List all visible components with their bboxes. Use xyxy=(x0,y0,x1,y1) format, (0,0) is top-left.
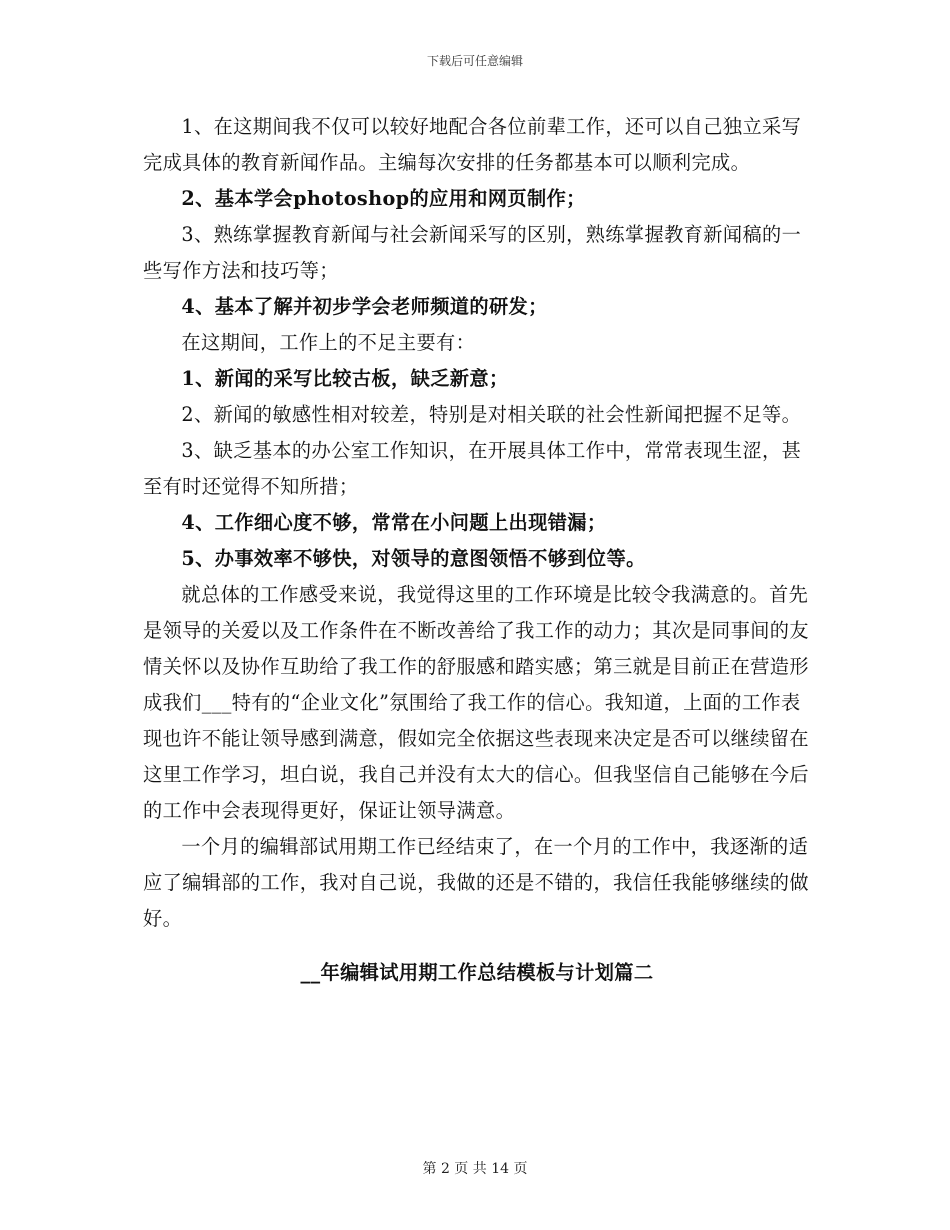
paragraph: 2、新闻的敏感性相对较差，特别是对相关联的社会性新闻把握不足等。 xyxy=(181,403,802,426)
paragraph: 2、基本学会photoshop的应用和网页制作； xyxy=(181,187,586,210)
page-number: 第 2 页 共 14 页 xyxy=(422,1161,528,1177)
paragraph: 4、基本了解并初步学会老师频道的研发； xyxy=(181,295,548,318)
paragraph: 1、在这期间我不仅可以较好地配合各位前辈工作，还可以自己独立采写完成具体的教育新闻作品。主编每次安排的任务都基本可以顺利完成。 xyxy=(143,115,802,174)
paragraph: 5、办事效率不够快，对领导的意图领悟不够到位等。 xyxy=(181,547,646,570)
paragraph: 1、新闻的采写比较古板，缺乏新意； xyxy=(181,367,509,390)
page-header: 下载后可任意编辑 xyxy=(426,54,523,68)
paragraph: 在这期间，工作上的不足主要有： xyxy=(181,331,476,354)
paragraph: 3、熟练掌握教育新闻与社会新闻采写的区别，熟练掌握教育新闻稿的一些写作方法和技巧等； xyxy=(143,223,802,282)
section-title: __年编辑试用期工作总结模板与计划篇二 xyxy=(300,961,654,984)
document-body xyxy=(143,109,811,991)
paragraph: 4、工作细心度不够，常常在小问题上出现错漏； xyxy=(181,511,607,534)
paragraph: 一个月的编辑部试用期工作已经结束了，在一个月的工作中，我逐渐的适应了编辑部的工作，我对自己说，我做的还是不错的，我信任我能够继续的做好。 xyxy=(143,835,809,930)
paragraph: 就总体的工作感受来说，我觉得这里的工作环境是比较令我满意的。首先是领导的关爱以及工作条件在不断改善给了我工作的动力；其次是同事间的友情关怀以及协作互助给了我工作的舒服感和踏实感；第三就是目前正在营造形成我们___特有的“企业文化”氛围给了我工作的信心。我知道，上面的工作表现也许不能让领导感到满意，假如完全依据这些表现来决定是否可以继续留在这里工作学习，坦白说，我自己并没有太大的信心。但我坚信自己能够在今后的工作中会表现得更好，保证让领导满意。 xyxy=(143,583,809,822)
paragraph: 3、缺乏基本的办公室工作知识，在开展具体工作中，常常表现生涩，甚至有时还觉得不知所措； xyxy=(143,439,802,498)
